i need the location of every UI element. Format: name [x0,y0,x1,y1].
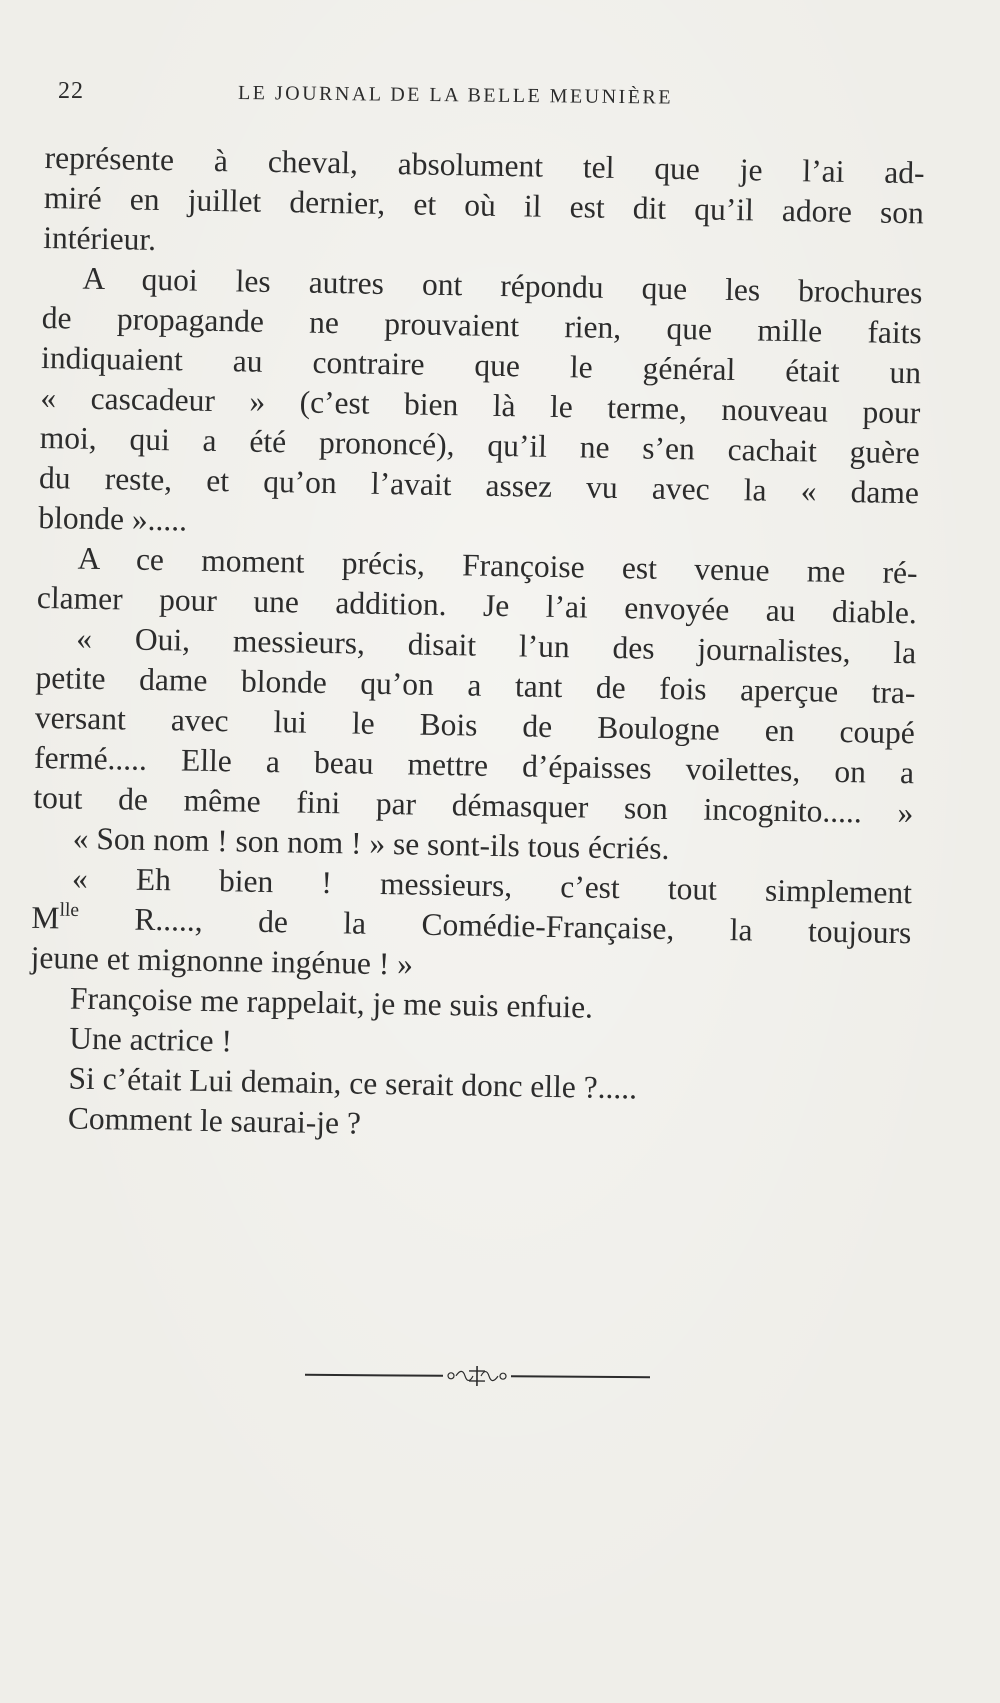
title-abbrev: M [31,899,60,936]
text-line: de propagande ne prouvaient rien, que mille faits [41,299,923,351]
text-line: fermé..... Elle a beau mettre d’épaisses voilettes, on a [33,739,915,791]
text-line: intérieur. [42,219,157,257]
text-line: Si c’était Lui demain, ce serait donc elle ?..... [68,1060,638,1106]
text-line: A quoi les autres ont répondu que les brochures [82,260,923,311]
text-line: jeune et mignonne ingénue ! » [30,939,414,982]
page-number: 22 [58,78,84,104]
text-line: clamer pour une addition. Je l’ai envoyée au diable. [36,579,918,631]
text-line: miré en juillet dernier, et où il est dit qu’il adore son [43,179,925,231]
text-line: petite dame blonde qu’on a tant de fois aperçue tra- [35,659,916,711]
text-line: moi, qui a été prononcé), qu’il ne s’en cachait guère [39,419,920,471]
text-line: « cascadeur » (c’est bien là le terme, nouveau pour [40,379,921,431]
text-line: indiquaient au contraire que le général était un [40,339,922,391]
text-line: « Oui, messieurs, disait l’un des journalistes, la [75,620,917,671]
text-line: Françoise me rappelait, je me suis enfuie. [69,980,594,1025]
running-head [58,78,758,108]
text-line: Une actrice ! [68,1020,233,1059]
title-abbrev-superscript: lle [59,899,80,922]
text-line: Comment le saurai-je ? [67,1100,362,1141]
text-line: blonde »..... [38,499,188,538]
text-line-rest: R....., de la Comédie-Française, la toujours [134,901,912,951]
text-line: « Son nom ! son nom ! » se sont-ils tous écriés. [72,820,670,867]
text-line: tout de même fini par démasquer son incognito..... » [33,779,914,831]
body-text [30,138,945,1141]
text-line: du reste, et qu’on l’avait assez vu avec la « dame [38,459,920,511]
text-line: représente à cheval, absolument tel que je l’ai ad- [44,139,925,191]
text-line: versant avec lui le Bois de Boulogne en coupé [34,699,916,751]
text-line: « Eh bien ! messieurs, c’est tout simplement [71,860,913,911]
running-title: LE JOURNAL DE LA BELLE MEUNIÈRE [237,82,674,109]
fleuron-divider-icon [305,1363,650,1389]
text-line: A ce moment précis, Françoise est venue me ré- [77,540,918,591]
